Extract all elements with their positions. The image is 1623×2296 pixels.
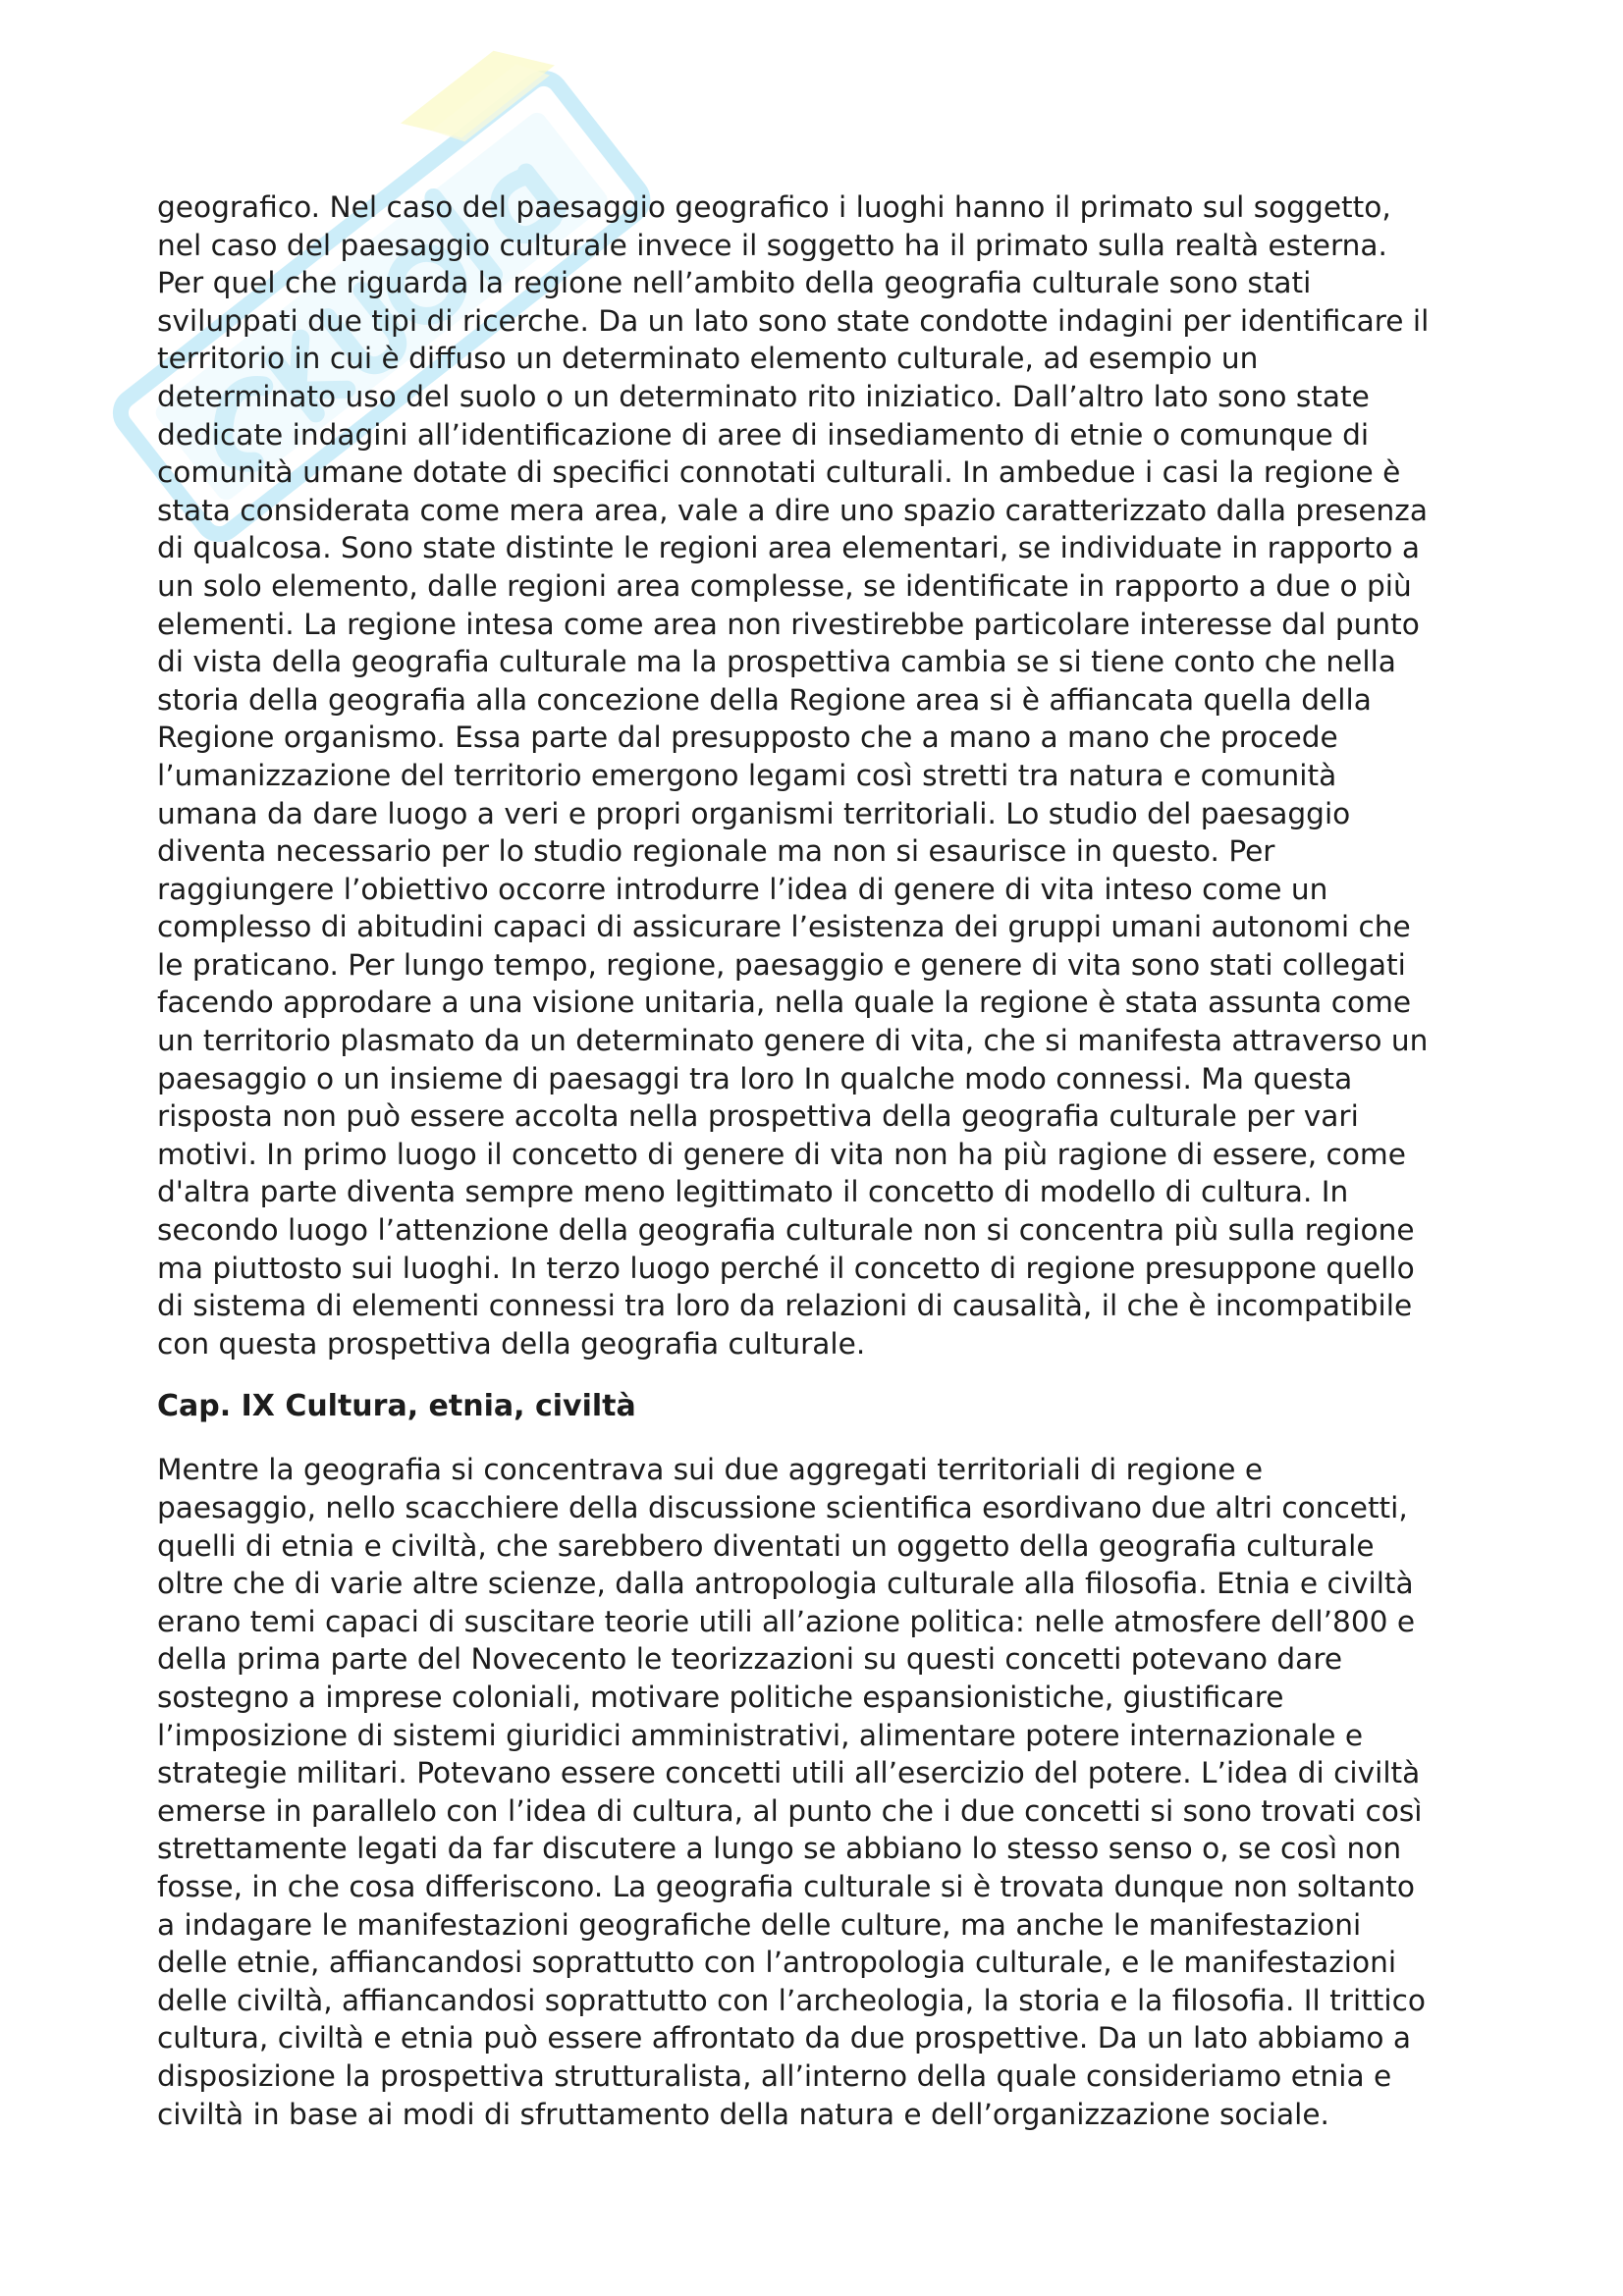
chapter-heading: Cap. IX Cultura, etnia, civiltà [157, 1389, 636, 1424]
body-paragraph: Mentre la geografia si concentrava sui due aggregati territoriali di regione e paesaggio, nello scacchiere della discussione scientifica esordivano due altri concetti, quelli di etnia e civiltà, che sarebbero diventati un oggetto della geografia culturale oltre che di varie altre scienze, dalla antropologia culturale alla filosofia. Etnia e civiltà erano temi capaci di suscitare teorie utili all’azione politica: nelle atmosfere dell’800 e della prima parte del Novecento le teorizzazioni su questi concetti potevano dare sostegno a imprese coloniali, motivare politiche espansionistiche, giustificare l’imposizione di sistemi giuridici amministrativi, alimentare potere internazionale e strategie militari. Potevano essere concetti utili all’esercizio del potere. L’idea di civiltà emerse in parallelo con l’idea di cultura, al punto che i due concetti si sono trovati così strettamente legati da far discutere a lungo se abbiano lo stesso senso o, se così non fosse, in che cosa differiscono. La geografia culturale si è trovata dunque non soltanto a indagare le manifestazioni geografiche delle culture, ma anche le manifestazioni delle etnie, affiancandosi soprattutto con l’antropologia culturale, e le manifestazioni delle civiltà, affiancandosi soprattutto con l’archeologia, la storia e la filosofia. Il trittico cultura, civiltà e etnia può essere affrontato da due prospettive. Da un lato abbiamo a disposizione la prospettiva strutturalista, all’interno della quale consideriamo etnia e civiltà in base ai modi di sfruttamento della natura e dell’organizzazione sociale. [157, 1453, 1426, 2131]
body-paragraph: geografico. Nel caso del paesaggio geografico i luoghi hanno il primato sul soggetto, nel caso del paesaggio culturale invece il soggetto ha il primato sulla realtà esterna. Per quel che riguarda la regione nell’ambito della geografia culturale sono stati sviluppati due tipi di ricerche. Da un lato sono state condotte indagini per identificare il territorio in cui è diffuso un determinato elemento culturale, ad esempio un determinato uso del suolo o un determinato rito iniziatico. Dall’altro lato sono state dedicate indagini all’identificazione di aree di insediamento di etnie o comunque di comunità umane dotate di specifici connotati culturali. In ambedue i casi la regione è stata considerata come mera area, vale a dire uno spazio caratterizzato dalla presenza di qualcosa. Sono state distinte le regioni area elementari, se individuate in rapporto a un solo elemento, dalle regioni area complesse, se identificate in rapporto a due o più elementi. La regione intesa come area non rivestirebbe particolare interesse dal punto di vista della geografia culturale ma la prospettiva cambia se si tiene conto che nella storia della geografia alla concezione della Regione area si è affiancata quella della Regione organismo. Essa parte dal presupposto che a mano a mano che procede l’umanizzazione del territorio emergono legami così stretti tra natura e comunità umana da dare luogo a veri e propri organismi territoriali. Lo studio del paesaggio diventa necessario per lo studio regionale ma non si esaurisce in questo. Per raggiungere l’obiettivo occorre introdurre l’idea di genere di vita inteso come un complesso di abitudini capaci di assicurare l’esistenza dei gruppi umani autonomi che le praticano. Per lungo tempo, regione, paesaggio e genere di vita sono stati collegati facendo approdare a una visione unitaria, nella quale la regione è stata assunta come un territorio plasmato da un determinato genere di vita, che si manifesta attraverso un paesaggio o un insieme di paesaggi tra loro In qualche modo connessi. Ma questa risposta non può essere accolta nella prospettiva della geografia culturale per vari motivi. In primo luogo il concetto di genere di vita non ha più ragione di essere, come d'altra parte diventa sempre meno legittimato il concetto di modello di cultura. In secondo luogo l’attenzione della geografia culturale non si concentra più sulla regione ma piuttosto sui luoghi. In terzo luogo perché il concetto di regione presuppone quello di sistema di elementi connessi tra loro da relazioni di causalità, il che è incompatibile con questa prospettiva della geografia culturale. [157, 190, 1430, 1361]
document-body [157, 188, 1485, 2133]
